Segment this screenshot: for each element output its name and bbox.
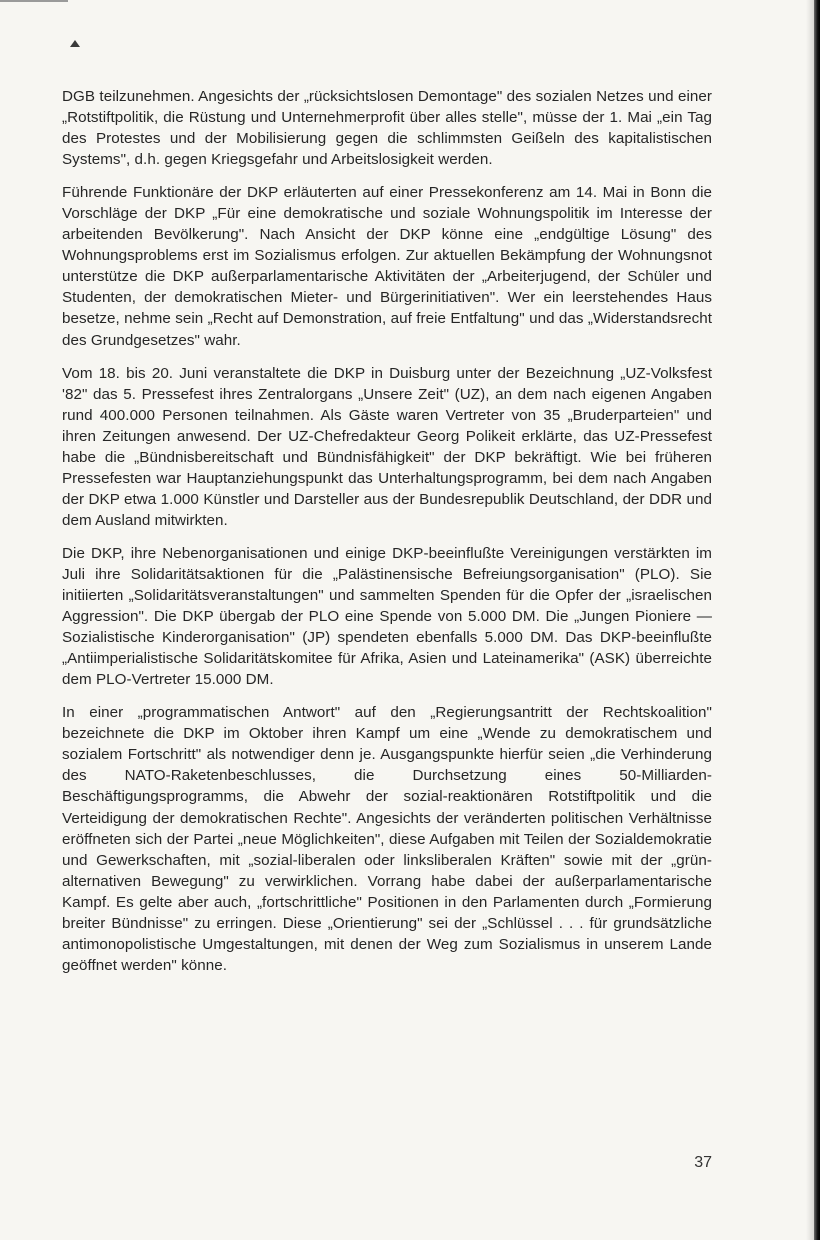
paragraph-dgb: DGB teilzunehmen. Angesichts der „rücksichtslosen Demontage" des sozialen Netzes und einer „Rotstiftpolitik, die Rüstung und Unternehmerprofit über alles stelle", müsse der 1. Mai „ein Tag des Protestes und der Mobilisierung gegen die schlimmsten Geißeln des kapitalistischen Systems", d.h. gegen Kriegsgefahr und Arbeitslosigkeit werden. xyxy=(62,88,712,169)
margin-mark xyxy=(70,40,80,47)
paragraph-plo-solidarity: Die DKP, ihre Nebenorganisationen und einige DKP-beeinflußte Vereinigungen verstärkten im Juli ihre Solidaritätsaktionen für die „Palästinensische Befreiungsorganisation" (PLO). Sie initiierten „Solidaritätsveranstaltungen" und sammelten Spenden für die Opfer der „israelischen Aggression". Die DKP übergab der PLO eine Spende von 5.000 DM. Die „Jungen Pioniere — Sozialistische Kinderorganisation" (JP) spendeten ebenfalls 5.000 DM. Das DKP-beeinflußte „Antiimperialistische Solidaritätskomitee für Afrika, Asien und Lateinamerika" (ASK) überreichte dem PLO-Vertreter 15.000 DM. xyxy=(62,544,712,689)
paragraph-housing-policy: Führende Funktionäre der DKP erläuterten auf einer Pressekonferenz am 14. Mai in Bonn die Vorschläge der DKP „Für eine demokratische und soziale Wohnungspolitik im Interesse der arbeitenden Bevölkerung". Nach Ansicht der DKP könne eine „endgültige Lösung" des Wohnungsproblems erst im Sozialismus erfolgen. Zur aktuellen Bekämpfung der Wohnungsnot unterstütze die DKP außerparlamentarische Aktivitäten der „Arbeiterjugend, der Schüler und Studenten, der demokratischen Mieter- und Bürgerinitiativen". Wer ein leerstehendes Haus besetze, nehme sein „Recht auf Demonstration, auf freie Entfaltung" und das „Widerstandsrecht des Grundgesetzes" wahr. xyxy=(62,184,712,349)
scan-edge-right xyxy=(814,0,820,1240)
page-number: 37 xyxy=(694,1154,712,1171)
paragraph-press-festival: Vom 18. bis 20. Juni veranstaltete die DKP in Duisburg unter der Bezeichnung „UZ-Volksfest '82" das 5. Pressefest ihres Zentralorgans „Unsere Zeit" (UZ), an dem nach eigenen Angaben rund 400.000 Personen teilnahmen. Als Gäste waren Vertreter von 35 „Bruderparteien" und ihren Zeitungen anwesend. Der UZ-Chefredakteur Georg Polikeit erklärte, das UZ-Pressefest habe die „Bündnisbereitschaft und Bündnisfähigkeit" der DKP bekräftigt. Wie bei früheren Pressefesten war Hauptanziehungspunkt das Unterhaltungsprogramm, bei dem nach Angaben der DKP etwa 1.000 Künstler und Darsteller aus der Bundesrepublik Deutschland, der DDR und dem Ausland mitwirkten. xyxy=(62,364,712,529)
page-body xyxy=(62,86,712,988)
paragraph-programmatic-answer: In einer „programmatischen Antwort" auf den „Regierungsantritt der Rechtskoalition" bezeichnete die DKP im Oktober ihren Kampf um eine „Wende zu demokratischem und sozialem Fortschritt" als notwendiger denn je. Ausgangspunkte hierfür seien „die Verhinderung des NATO-Raketenbeschlusses, die Durchsetzung eines 50-Milliarden-Beschäftigungsprogramms, die Abwehr der sozial-reaktionären Rotstiftpolitik und die Verteidigung der demokratischen Rechte". Angesichts der veränderten politischen Verhältnisse eröffneten sich der Partei „neue Möglichkeiten", diese Aufgaben mit Teilen der Sozialdemokratie und Gewerkschaften, mit „sozial-liberalen oder linksliberalen Kräften" sowie mit der „grün-alternativen Bewegung" zu verwirklichen. Vorrang habe dabei der außerparlamentarische Kampf. Es gelte aber auch, „fortschrittliche" Positionen in den Parlamenten durch „Formierung breiter Bündnisse" zu erringen. Diese „Orientierung" sei der „Schlüssel . . . für grundsätzliche antimonopolistische Umgestaltungen, mit denen der Weg zum Sozialismus in unserem Lande geöffnet werden" könne. xyxy=(62,704,712,974)
scan-edge-top xyxy=(0,0,68,2)
scan-edge-shadow xyxy=(806,0,814,1240)
